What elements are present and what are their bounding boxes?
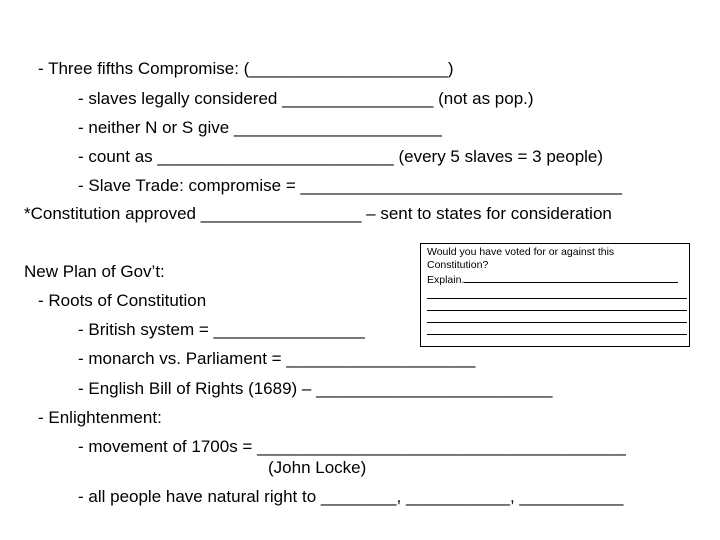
answer-line-2[interactable]: [427, 287, 687, 299]
explain-label: Explain.: [427, 274, 465, 286]
vote-question-box: [420, 243, 690, 347]
english-bill-line: - English Bill of Rights (1689) – _________________________: [78, 379, 553, 398]
answer-line-5[interactable]: [427, 323, 687, 335]
count-as-line: - count as _________________________ (every 5 slaves = 3 people): [78, 147, 604, 166]
british-system-line: - British system = ________________: [78, 320, 365, 339]
explain-row: [427, 272, 683, 287]
three-fifths-line: - Three fifths Compromise: (_____________________): [38, 59, 454, 78]
neither-n-or-s-line: - neither N or S give ______________________: [78, 118, 442, 137]
john-locke-line: (John Locke): [268, 458, 367, 477]
enlightenment-line: - Enlightenment:: [38, 408, 162, 427]
answer-line-6[interactable]: [427, 335, 687, 347]
roots-line: - Roots of Constitution: [38, 291, 207, 310]
answer-line-1[interactable]: [464, 272, 678, 283]
answer-line-4[interactable]: [427, 311, 687, 323]
vote-question-text: Would you have voted for or against this Constitution?: [427, 246, 615, 271]
slave-trade-line: - Slave Trade: compromise = __________________________________: [78, 176, 622, 195]
natural-right-line: - all people have natural right to ________, ___________, ___________: [78, 487, 624, 506]
slaves-considered-line: - slaves legally considered ________________ (not as pop.): [78, 89, 534, 108]
answer-line-3[interactable]: [427, 299, 687, 311]
new-plan-heading: New Plan of Gov’t:: [24, 262, 165, 281]
constitution-approved-line: *Constitution approved _________________ – sent to states for consideration: [24, 204, 612, 223]
movement-line: - movement of 1700s = _______________________________________: [78, 437, 626, 456]
monarch-line: - monarch vs. Parliament = ____________________: [78, 349, 476, 368]
